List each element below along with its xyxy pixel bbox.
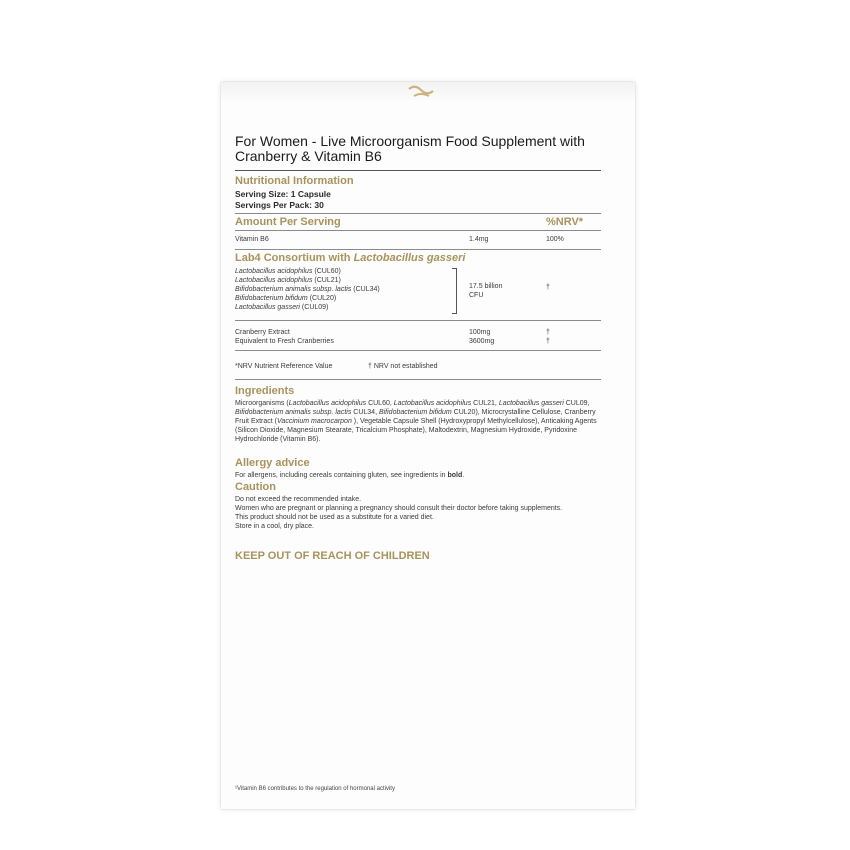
divider	[235, 213, 601, 214]
divider	[235, 249, 601, 250]
nutritional-information-heading: Nutritional Information	[235, 175, 354, 187]
vitamin-b6-nrv: 100%	[546, 236, 564, 243]
product-box-back	[221, 82, 635, 809]
title-divider	[235, 170, 601, 171]
cranberry-extract-nrv: †	[546, 329, 550, 336]
consortium-heading: Lab4 Consortium with Lactobacillus gasseri	[235, 252, 466, 264]
divider	[235, 350, 601, 351]
strain-item: Bifidobacterium bifidum (CUL20)	[235, 295, 337, 302]
caution-text: Do not exceed the recommended intake. Women who are pregnant or planning a pregnancy should consult their doctor before taking supplements. This product should not be used as a substitute for a varied diet. Store in a cool, dry place.	[235, 496, 563, 530]
fresh-cranberries-nrv: †	[546, 338, 550, 345]
vitamin-b6-amount: 1.4mg	[469, 236, 489, 243]
nrv-header: %NRV*	[546, 216, 584, 228]
divider	[235, 320, 601, 321]
allergy-advice-heading: Allergy advice	[235, 457, 310, 469]
strain-item: Lactobacillus acidophilus (CUL21)	[235, 277, 341, 284]
divider	[235, 379, 601, 380]
serving-size: Serving Size: 1 Capsule	[235, 189, 331, 199]
bottom-footnote: ¹Vitamin B6 contributes to the regulation of hormonal activity	[235, 786, 395, 792]
consortium-nrv: †	[546, 284, 550, 291]
divider	[235, 230, 601, 231]
vitamin-b6-name: Vitamin B6	[235, 236, 269, 243]
ingredients-heading: Ingredients	[235, 385, 295, 397]
nrv-reference-note: *NRV Nutrient Reference Value	[235, 363, 333, 370]
fresh-cranberries-name: Equivalent to Fresh Cranberries	[235, 338, 334, 345]
strain-bracket	[452, 268, 457, 314]
allergy-advice-text: For allergens, including cereals containing gluten, see ingredients in bold.	[235, 472, 465, 479]
cranberry-extract-amount: 100mg	[469, 329, 491, 336]
strain-item: Bifidobacterium animalis subsp. lactis (CUL34)	[235, 286, 380, 293]
strain-list	[235, 267, 380, 312]
servings-per-pack: Servings Per Pack: 30	[235, 200, 324, 210]
amount-per-serving-header: Amount Per Serving	[235, 216, 341, 228]
fresh-cranberries-amount: 3600mg	[469, 338, 495, 345]
keep-out-of-reach-warning: KEEP OUT OF REACH OF CHILDREN	[235, 550, 430, 562]
strain-item: Lactobacillus gasseri (CUL09)	[235, 304, 329, 311]
brand-logo-icon	[405, 85, 437, 99]
product-title: For Women - Live Microorganism Food Supplement with Cranberry & Vitamin B6	[235, 133, 585, 164]
strain-item: Lactobacillus acidophilus (CUL60)	[235, 268, 341, 275]
caution-heading: Caution	[235, 481, 276, 493]
cranberry-extract-name: Cranberry Extract	[235, 329, 290, 336]
consortium-amount: 17.5 billion CFU	[469, 283, 503, 299]
nrv-not-established-note: † NRV not established	[368, 363, 438, 370]
ingredients-text: Microorganisms (Lactobacillus acidophilus CUL60, Lactobacillus acidophilus CUL21, Lactobacillus gasseri CUL09, Bifidobacterium animalis subsp. lactis CUL34, Bifidobacterium bifidum CUL20), Microcrystalline Cellulose, Cranberry Fruit Extract (Vaccinium macrocarpon ), Vegetable Capsule Shell (Hydroxypropyl Methylcellulose), Anticaking Agents (Silicon Dioxide, Magnesium Stearate, Tricalcium Phosphate), Maltodextrin, Magnesium Hydroxide, Pyridoxine Hydrochloride (Vitamin B6).	[235, 400, 597, 443]
